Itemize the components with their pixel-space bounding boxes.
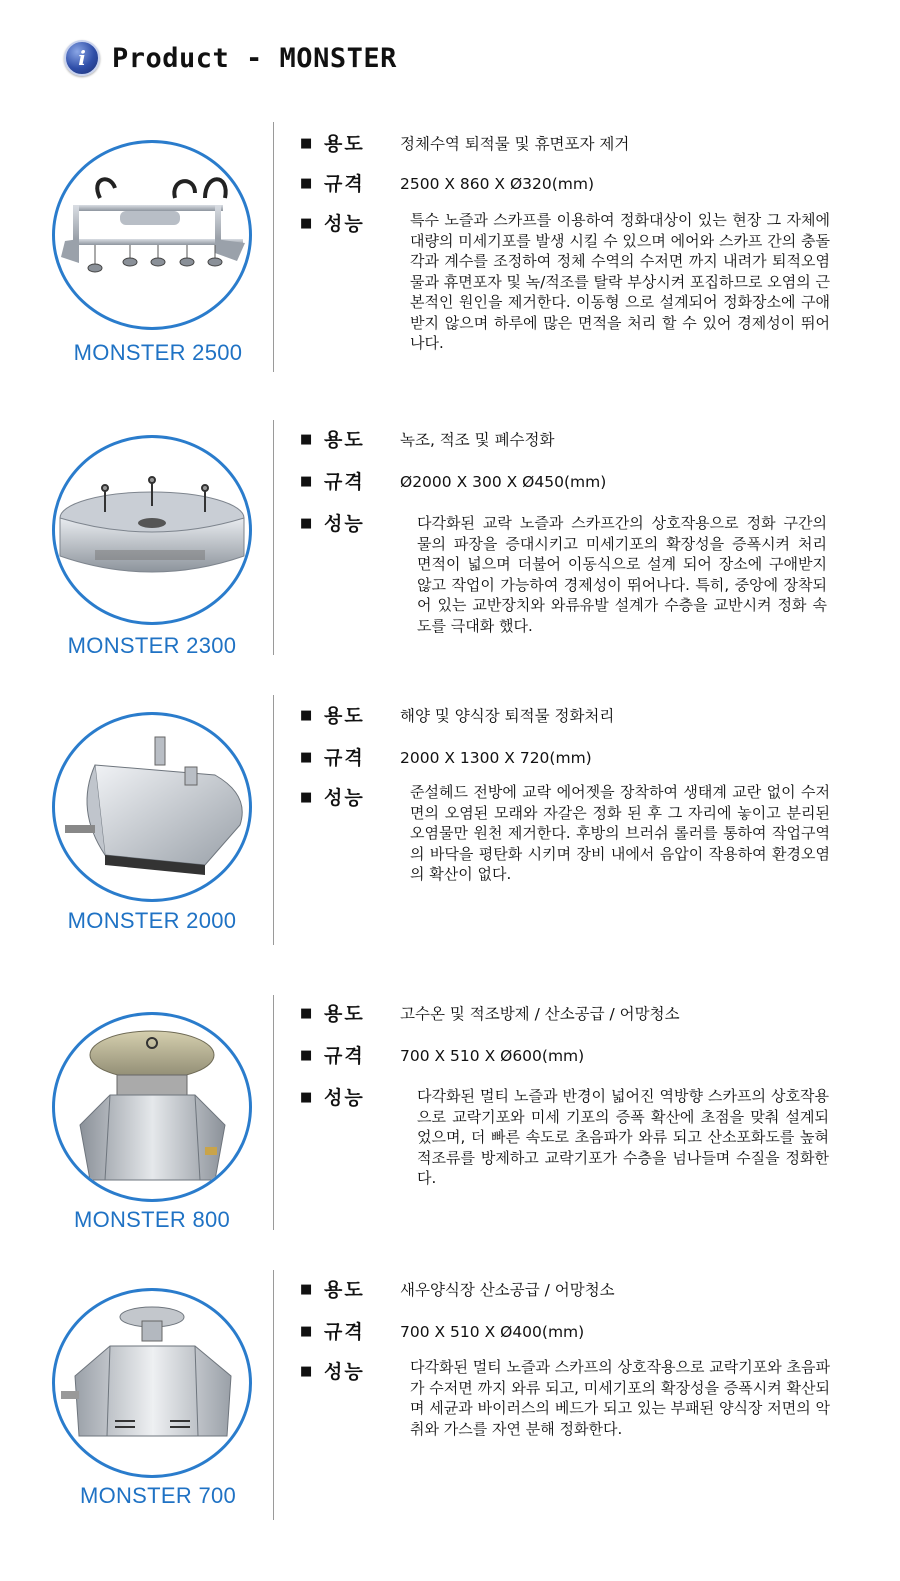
spec-value: 2500 X 860 X Ø320(mm) (400, 175, 595, 193)
product-name: MONSTER 800 (73, 1207, 231, 1232)
spec-row (300, 470, 606, 494)
performance-description: 다각화된 교락 노즐과 스카프간의 상호작용으로 정화 구간의 물의 파장을 증대시키고 미세기포의 확장성을 증폭시켜 처리 면적이 넓으며 더불어 이동식으로 설계 되어 장소에 구애받지 않고 작업이 가능하여 경제성이 뛰어나다. 특히, 중앙에 장착되어 있는 교반장치와 와류유발 설계가 수층을 교반시켜 정화 속도를 극대화 했다. (417, 514, 827, 635)
usage-value: 해양 및 양식장 퇴적물 정화처리 (400, 707, 615, 725)
bullet-icon: ■ (300, 136, 313, 151)
product-image-monster-2300 (52, 435, 252, 625)
bullet-icon: ■ (300, 750, 313, 765)
spec-row (300, 1320, 584, 1344)
performance-description: 준설헤드 전방에 교락 에어젯을 장착하여 생태계 교란 없이 수저면의 오염된 모래와 자갈은 정화 된 후 그 자리에 놓이고 분리된 오염물만 원천 제거한다. 후방의 브러쉬 롤러를 통하여 작업구역의 바닥을 평탄화 시키며 장비 내에서 음압이 작용하여 환경오염의 확산이 없다. (410, 783, 830, 883)
performance-label: 성능 (324, 213, 365, 235)
product-name: MONSTER 2500 (73, 340, 243, 365)
bullet-icon: ■ (300, 1090, 313, 1105)
usage-value: 녹조, 적조 및 폐수정화 (400, 431, 555, 449)
performance-description: 다각화된 멀티 노즐과 스카프의 상호작용으로 교락기포와 초음파가 수저면 까지 와류 되고, 미세기포의 확장성을 증폭시켜 확산되며 세균과 바이러스의 베드가 되고 있는 부패된 양식장 저면의 악취와 가스를 자연 분해 정화한다. (410, 1358, 830, 1438)
performance-description: 특수 노즐과 스카프를 이용하여 정화대상이 있는 현장 그 자체에 대량의 미세기포를 발생 시킬 수 있으며 에어와 스카프 간의 충돌각과 계수를 조정하여 정체 수역의 수저면 까지 내려가 퇴적오염물과 휴면포자 및 녹/적조를 탈락 부상시켜 포집하므로 오염의 근본적인 원인을 제거한다. 이동형 으로 설계되어 정화장소에 구애받지 않으며 하루에 많은 면적을 처리 할 수 있어 경제성이 뛰어나다. (410, 211, 830, 352)
bullet-icon: ■ (300, 790, 313, 805)
usage-label: 용도 (324, 429, 365, 451)
spec-label: 규격 (324, 1045, 365, 1067)
divider (273, 695, 274, 945)
spec-label: 규격 (324, 173, 365, 195)
product-name: MONSTER 700 (79, 1483, 237, 1508)
performance-row (300, 786, 400, 810)
usage-label: 용도 (324, 705, 365, 727)
spec-value: 700 X 510 X Ø600(mm) (400, 1047, 585, 1065)
bullet-icon: ■ (300, 176, 313, 191)
performance-label: 성능 (324, 1361, 365, 1383)
info-icon: i (64, 40, 100, 76)
bullet-icon: ■ (300, 1048, 313, 1063)
usage-label: 용도 (324, 1279, 365, 1301)
divider (273, 420, 274, 655)
performance-row (300, 1086, 400, 1110)
performance-row (300, 512, 400, 536)
bullet-icon: ■ (300, 432, 313, 447)
performance-description: 다각화된 멀티 노즐과 반경이 넓어진 역방향 스카프의 상호작용으로 교락기포와 미세 기포의 증폭 확산에 초점을 맞춰 설계되었으며, 더 빠른 속도로 초음파가 와류 되고 산소포화도를 높혀 적조류를 방제하고 교락기포가 수층을 넘나들며 수질을 정화한다. (417, 1087, 829, 1187)
bullet-icon: ■ (300, 474, 313, 489)
spec-label: 규격 (324, 1321, 365, 1343)
product-name: MONSTER 2000 (67, 908, 237, 933)
bullet-icon: ■ (300, 708, 313, 723)
product-image-monster-800 (52, 1012, 252, 1202)
product-image-monster-700 (52, 1288, 252, 1478)
performance-label: 성능 (324, 1087, 365, 1109)
bullet-icon: ■ (300, 1364, 313, 1379)
divider (273, 122, 274, 372)
performance-row (300, 212, 400, 236)
usage-value: 정체수역 퇴적물 및 휴면포자 제거 (400, 135, 630, 153)
bullet-icon: ■ (300, 1324, 313, 1339)
spec-row (300, 1044, 584, 1068)
divider (273, 1270, 274, 1520)
performance-label: 성능 (324, 787, 365, 809)
product-image-monster-2500 (52, 140, 252, 330)
spec-value: 2000 X 1300 X 720(mm) (400, 749, 592, 767)
spec-label: 규격 (324, 747, 365, 769)
product-image-monster-2000 (52, 712, 252, 902)
product-name: MONSTER 2300 (67, 633, 237, 658)
bullet-icon: ■ (300, 1282, 313, 1297)
usage-label: 용도 (324, 1003, 365, 1025)
performance-label: 성능 (324, 513, 365, 535)
bullet-icon: ■ (300, 216, 313, 231)
usage-row (300, 132, 629, 156)
page-title: Product - MONSTER (112, 42, 397, 74)
usage-label: 용도 (324, 133, 365, 155)
spec-row (300, 172, 594, 196)
page-header (64, 40, 397, 76)
performance-row (300, 1360, 400, 1384)
spec-value: Ø2000 X 300 X Ø450(mm) (400, 473, 607, 491)
divider (273, 995, 274, 1230)
spec-value: 700 X 510 X Ø400(mm) (400, 1323, 585, 1341)
bullet-icon: ■ (300, 1006, 313, 1021)
bullet-icon: ■ (300, 516, 313, 531)
usage-row (300, 704, 614, 728)
usage-row (300, 428, 554, 452)
usage-row (300, 1002, 680, 1026)
usage-row (300, 1278, 615, 1302)
spec-label: 규격 (324, 471, 365, 493)
spec-row (300, 746, 592, 770)
usage-value: 고수온 및 적조방제 / 산소공급 / 어망청소 (400, 1005, 680, 1023)
usage-value: 새우양식장 산소공급 / 어망청소 (400, 1281, 615, 1299)
